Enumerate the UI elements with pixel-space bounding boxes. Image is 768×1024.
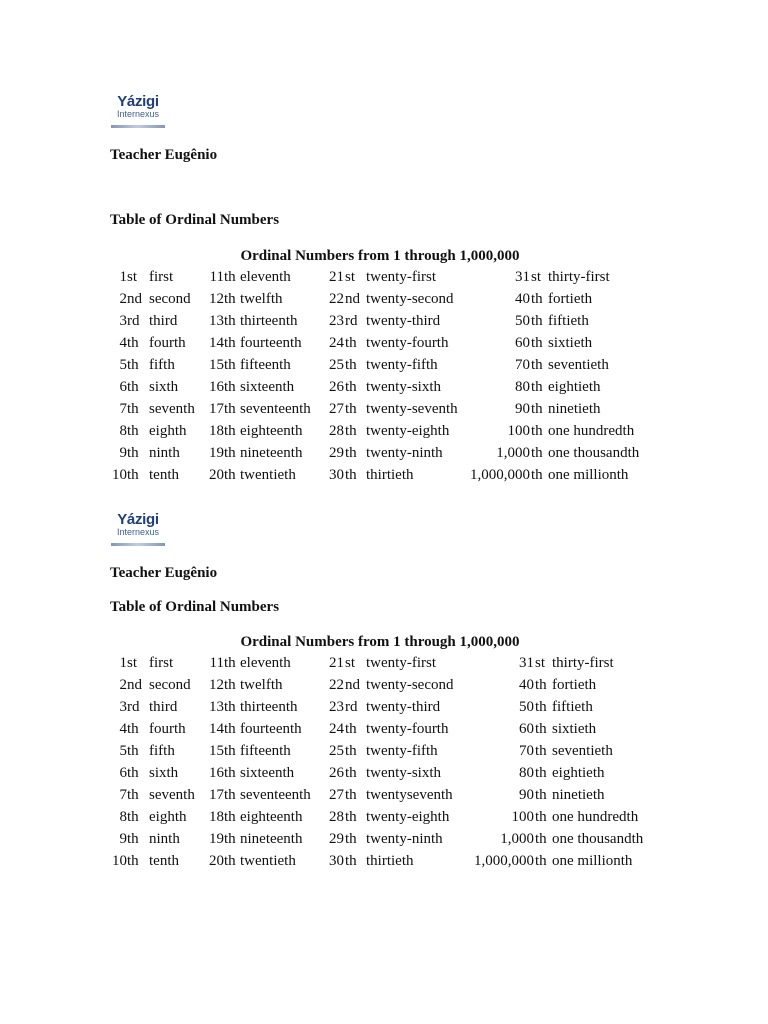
ordinal-number: 21	[329, 269, 344, 285]
ordinal-number: 13	[209, 313, 224, 329]
ordinal-word: tenth	[149, 853, 179, 869]
ordinal-word: eighth	[149, 809, 187, 825]
ordinal-word: sixtieth	[548, 335, 593, 351]
ordinal-suffix: th	[345, 423, 357, 439]
ordinal-word: twenty-sixth	[366, 765, 441, 781]
ordinal-suffix: th	[345, 335, 357, 351]
ordinal-number: 40	[519, 677, 534, 693]
ordinal-number: 24	[329, 721, 344, 737]
ordinal-word: sixth	[149, 765, 179, 781]
ordinal-suffix: th	[224, 313, 236, 329]
ordinal-suffix: th	[531, 401, 543, 417]
table-row	[0, 310, 768, 332]
ordinal-number: 30	[329, 467, 344, 483]
ordinal-suffix: th	[224, 809, 236, 825]
ordinal-number: 28	[329, 423, 344, 439]
ordinal-suffix: th	[224, 357, 236, 373]
table-title: Ordinal Numbers from 1 through 1,000,000	[240, 634, 520, 650]
table-row	[0, 762, 768, 784]
ordinal-number: 3	[119, 699, 127, 715]
ordinal-suffix: nd	[345, 291, 360, 307]
ordinal-word: seventeenth	[240, 401, 311, 417]
ordinal-suffix: th	[127, 787, 139, 803]
ordinal-word: twentieth	[240, 467, 296, 483]
ordinal-word: eightieth	[548, 379, 601, 395]
ordinal-word: sixteenth	[240, 379, 295, 395]
ordinal-number: 4	[119, 721, 127, 737]
ordinal-suffix: th	[224, 677, 236, 693]
ordinal-number: 27	[329, 401, 344, 417]
table-row	[0, 850, 768, 872]
ordinal-word: thirtieth	[366, 467, 414, 483]
ordinal-suffix: rd	[345, 313, 358, 329]
ordinal-word: one thousandth	[552, 831, 644, 847]
ordinal-word: twenty-third	[366, 699, 441, 715]
ordinal-word: ninth	[149, 831, 180, 847]
ordinal-suffix: th	[531, 445, 543, 461]
ordinal-suffix: th	[535, 677, 547, 693]
table-row	[0, 806, 768, 828]
ordinal-word: third	[149, 699, 178, 715]
ordinal-suffix: th	[535, 787, 547, 803]
ordinal-number: 60	[519, 721, 534, 737]
ordinal-word: twelfth	[240, 291, 283, 307]
ordinal-number: 10	[112, 467, 127, 483]
ordinal-suffix: th	[127, 423, 139, 439]
ordinal-word: one hundredth	[548, 423, 635, 439]
ordinal-suffix: st	[345, 269, 356, 285]
ordinal-word: fourth	[149, 335, 186, 351]
ordinal-suffix: th	[127, 357, 139, 373]
ordinal-word: eighth	[149, 423, 187, 439]
ordinal-word: one millionth	[552, 853, 633, 869]
ordinal-suffix: th	[345, 743, 357, 759]
ordinal-suffix: th	[345, 445, 357, 461]
ordinal-suffix: th	[345, 765, 357, 781]
ordinal-number: 20	[209, 467, 224, 483]
ordinal-number: 3	[119, 313, 127, 329]
ordinal-number: 17	[209, 401, 224, 417]
ordinal-suffix: th	[345, 721, 357, 737]
table-row	[0, 288, 768, 310]
ordinal-word: twenty-first	[366, 269, 436, 285]
ordinal-suffix: th	[535, 743, 547, 759]
ordinal-word: thirty-first	[548, 269, 610, 285]
ordinal-word: seventieth	[548, 357, 609, 373]
ordinal-number: 15	[209, 743, 224, 759]
ordinal-suffix: th	[535, 721, 547, 737]
ordinal-word: fortieth	[548, 291, 593, 307]
page-title: Table of Ordinal Numbers	[110, 599, 280, 615]
yazigi-logo	[111, 510, 165, 546]
ordinal-word: twenty-sixth	[366, 379, 441, 395]
ordinal-number: 13	[209, 699, 224, 715]
ordinal-number: 16	[209, 379, 224, 395]
ordinal-word: fifteenth	[240, 357, 291, 373]
ordinal-number: 1,000,000	[474, 853, 534, 869]
ordinal-number: 24	[329, 335, 344, 351]
ordinal-word: ninth	[149, 445, 180, 461]
table-row	[0, 442, 768, 464]
table-row	[0, 354, 768, 376]
ordinal-word: sixtieth	[552, 721, 597, 737]
ordinal-word: second	[149, 677, 191, 693]
ordinal-suffix: th	[224, 743, 236, 759]
teacher-name: Teacher Eugênio	[110, 565, 218, 581]
logo-wordmark: Yázigi	[117, 93, 159, 110]
ordinal-word: twelfth	[240, 677, 283, 693]
ordinal-suffix: th	[531, 423, 543, 439]
ordinal-number: 1,000	[500, 831, 534, 847]
ordinal-word: twenty-fifth	[366, 743, 438, 759]
ordinal-suffix: th	[531, 335, 543, 351]
ordinal-word: seventeenth	[240, 787, 311, 803]
ordinal-suffix: th	[345, 357, 357, 373]
ordinal-number: 19	[209, 445, 224, 461]
ordinal-suffix: st	[531, 269, 542, 285]
ordinal-word: eighteenth	[240, 809, 303, 825]
table-row	[0, 828, 768, 850]
ordinal-number: 23	[329, 313, 344, 329]
ordinal-number: 12	[209, 291, 224, 307]
ordinal-suffix: th	[535, 765, 547, 781]
ordinal-suffix: th	[345, 831, 357, 847]
ordinal-suffix: th	[345, 809, 357, 825]
ordinal-number: 31	[515, 269, 530, 285]
ordinal-suffix: th	[224, 467, 236, 483]
ordinal-suffix: th	[224, 655, 236, 671]
ordinal-word: eighteenth	[240, 423, 303, 439]
ordinal-number: 25	[329, 743, 344, 759]
ordinal-word: fifteenth	[240, 743, 291, 759]
ordinal-word: twentieth	[240, 853, 296, 869]
ordinal-suffix: th	[531, 291, 543, 307]
ordinal-word: twenty-third	[366, 313, 441, 329]
ordinal-word: twenty-first	[366, 655, 436, 671]
ordinal-word: fiftieth	[548, 313, 589, 329]
ordinal-word: twentyseventh	[366, 787, 453, 803]
logo-wordmark: Yázigi	[117, 511, 159, 528]
table-row	[0, 332, 768, 354]
ordinal-number: 14	[209, 721, 224, 737]
ordinal-number: 4	[119, 335, 127, 351]
table-row	[0, 740, 768, 762]
ordinal-suffix: st	[127, 269, 138, 285]
ordinal-suffix: th	[127, 765, 139, 781]
ordinal-suffix: rd	[345, 699, 358, 715]
ordinal-number: 7	[119, 787, 127, 803]
ordinal-suffix: th	[345, 853, 357, 869]
ordinal-word: twenty-second	[366, 291, 454, 307]
ordinal-word: fifth	[149, 357, 175, 373]
ordinal-word: nineteenth	[240, 445, 303, 461]
ordinal-word: fourteenth	[240, 335, 302, 351]
ordinal-word: thirteenth	[240, 699, 298, 715]
ordinal-suffix: th	[127, 721, 139, 737]
ordinal-word: twenty-seventh	[366, 401, 458, 417]
ordinal-suffix: st	[345, 655, 356, 671]
ordinal-suffix: th	[127, 379, 139, 395]
ordinal-word: third	[149, 313, 178, 329]
ordinal-number: 1,000,000	[470, 467, 530, 483]
table-row	[0, 674, 768, 696]
ordinal-suffix: th	[345, 401, 357, 417]
ordinal-suffix: th	[127, 401, 139, 417]
ordinal-suffix: th	[224, 699, 236, 715]
ordinal-number: 90	[519, 787, 534, 803]
ordinal-word: ninetieth	[552, 787, 605, 803]
ordinal-word: sixteenth	[240, 765, 295, 781]
ordinal-number: 70	[519, 743, 534, 759]
ordinal-suffix: th	[224, 269, 236, 285]
ordinal-word: twenty-fifth	[366, 357, 438, 373]
table-title: Ordinal Numbers from 1 through 1,000,000	[240, 248, 520, 264]
ordinal-word: thirty-first	[552, 655, 614, 671]
ordinal-number: 22	[329, 291, 344, 307]
ordinal-suffix: th	[224, 721, 236, 737]
ordinal-number: 14	[209, 335, 224, 351]
ordinal-number: 80	[515, 379, 530, 395]
ordinal-number: 6	[119, 379, 127, 395]
ordinal-number: 29	[329, 831, 344, 847]
ordinal-number: 19	[209, 831, 224, 847]
ordinal-suffix: th	[224, 401, 236, 417]
ordinal-word: fiftieth	[552, 699, 593, 715]
ordinal-suffix: th	[224, 423, 236, 439]
ordinal-suffix: th	[127, 809, 139, 825]
table-row	[0, 696, 768, 718]
ordinal-number: 100	[507, 423, 530, 439]
ordinal-word: ninetieth	[548, 401, 601, 417]
table-row	[0, 420, 768, 442]
ordinal-suffix: th	[127, 335, 139, 351]
ordinal-number: 11	[209, 269, 224, 285]
table-row	[0, 652, 768, 674]
ordinal-word: tenth	[149, 467, 179, 483]
ordinal-suffix: th	[224, 291, 236, 307]
ordinal-number: 80	[519, 765, 534, 781]
logo-underline	[111, 125, 165, 128]
ordinal-number: 21	[329, 655, 344, 671]
ordinal-number: 16	[209, 765, 224, 781]
ordinal-word: sixth	[149, 379, 179, 395]
ordinal-suffix: th	[224, 787, 236, 803]
ordinal-word: twenty-eighth	[366, 423, 450, 439]
page-title: Table of Ordinal Numbers	[110, 212, 280, 228]
ordinal-number: 26	[329, 765, 344, 781]
ordinal-number: 50	[519, 699, 534, 715]
ordinal-suffix: th	[127, 853, 139, 869]
ordinal-word: one thousandth	[548, 445, 640, 461]
ordinal-suffix: th	[531, 467, 543, 483]
ordinal-word: seventieth	[552, 743, 613, 759]
ordinal-number: 8	[119, 809, 127, 825]
ordinal-number: 15	[209, 357, 224, 373]
ordinal-suffix: rd	[127, 313, 140, 329]
ordinal-suffix: th	[535, 809, 547, 825]
ordinal-suffix: th	[535, 853, 547, 869]
ordinal-number: 100	[511, 809, 534, 825]
ordinal-suffix: th	[535, 831, 547, 847]
ordinal-suffix: st	[127, 655, 138, 671]
ordinal-word: fourteenth	[240, 721, 302, 737]
ordinal-number: 28	[329, 809, 344, 825]
yazigi-logo	[111, 92, 165, 128]
ordinal-word: eleventh	[240, 269, 291, 285]
ordinal-word: thirteenth	[240, 313, 298, 329]
ordinal-word: fortieth	[552, 677, 597, 693]
ordinal-number: 60	[515, 335, 530, 351]
ordinal-number: 9	[119, 831, 127, 847]
ordinal-number: 22	[329, 677, 344, 693]
ordinal-number: 1	[119, 655, 127, 671]
ordinal-word: eightieth	[552, 765, 605, 781]
ordinal-word: nineteenth	[240, 831, 303, 847]
ordinal-suffix: th	[224, 853, 236, 869]
teacher-name: Teacher Eugênio	[110, 147, 218, 163]
ordinal-word: eleventh	[240, 655, 291, 671]
ordinal-word: one millionth	[548, 467, 629, 483]
ordinal-word: twenty-second	[366, 677, 454, 693]
ordinal-number: 2	[119, 677, 127, 693]
ordinal-number: 30	[329, 853, 344, 869]
ordinal-number: 5	[119, 357, 127, 373]
ordinal-number: 70	[515, 357, 530, 373]
ordinal-suffix: th	[531, 313, 543, 329]
ordinal-number: 27	[329, 787, 344, 803]
ordinal-number: 23	[329, 699, 344, 715]
ordinal-suffix: th	[224, 831, 236, 847]
ordinal-number: 17	[209, 787, 224, 803]
ordinal-suffix: th	[345, 787, 357, 803]
ordinal-word: one hundredth	[552, 809, 639, 825]
ordinal-number: 25	[329, 357, 344, 373]
logo-subtitle: Internexus	[116, 109, 160, 119]
ordinal-number: 2	[119, 291, 127, 307]
ordinal-word: twenty-eighth	[366, 809, 450, 825]
ordinal-suffix: th	[345, 379, 357, 395]
ordinal-number: 90	[515, 401, 530, 417]
logo-underline	[111, 543, 165, 546]
ordinal-suffix: st	[535, 655, 546, 671]
ordinal-number: 10	[112, 853, 127, 869]
ordinal-number: 1,000	[496, 445, 530, 461]
ordinal-suffix: th	[127, 743, 139, 759]
ordinal-word: seventh	[149, 787, 195, 803]
ordinal-word: fourth	[149, 721, 186, 737]
ordinal-word: fifth	[149, 743, 175, 759]
ordinal-suffix: th	[127, 467, 139, 483]
ordinal-suffix: nd	[127, 677, 142, 693]
ordinal-number: 26	[329, 379, 344, 395]
ordinal-number: 12	[209, 677, 224, 693]
ordinal-word: first	[149, 655, 174, 671]
ordinal-word: twenty-ninth	[366, 445, 443, 461]
ordinal-suffix: th	[224, 379, 236, 395]
table-row	[0, 376, 768, 398]
ordinal-suffix: rd	[127, 699, 140, 715]
ordinal-suffix: th	[224, 445, 236, 461]
table-row	[0, 784, 768, 806]
ordinal-word: second	[149, 291, 191, 307]
table-row	[0, 464, 768, 486]
ordinal-word: twenty-fourth	[366, 335, 449, 351]
ordinal-number: 20	[209, 853, 224, 869]
table-row	[0, 266, 768, 288]
ordinal-suffix: nd	[127, 291, 142, 307]
ordinal-number: 5	[119, 743, 127, 759]
ordinal-suffix: th	[224, 765, 236, 781]
ordinal-word: seventh	[149, 401, 195, 417]
ordinal-suffix: th	[127, 445, 139, 461]
logo-subtitle: Internexus	[116, 527, 160, 537]
ordinal-number: 29	[329, 445, 344, 461]
ordinal-number: 9	[119, 445, 127, 461]
ordinal-word: thirtieth	[366, 853, 414, 869]
ordinal-number: 6	[119, 765, 127, 781]
ordinal-suffix: th	[224, 335, 236, 351]
ordinal-suffix: th	[535, 699, 547, 715]
ordinal-number: 1	[119, 269, 127, 285]
ordinal-word: twenty-fourth	[366, 721, 449, 737]
ordinal-number: 31	[519, 655, 534, 671]
ordinal-number: 40	[515, 291, 530, 307]
table-row	[0, 718, 768, 740]
ordinal-suffix: th	[531, 379, 543, 395]
ordinal-suffix: th	[127, 831, 139, 847]
ordinal-number: 11	[209, 655, 224, 671]
ordinal-word: first	[149, 269, 174, 285]
ordinal-number: 8	[119, 423, 127, 439]
ordinal-word: twenty-ninth	[366, 831, 443, 847]
table-row	[0, 398, 768, 420]
ordinal-suffix: th	[345, 467, 357, 483]
ordinal-number: 7	[119, 401, 127, 417]
ordinal-number: 18	[209, 809, 224, 825]
ordinal-suffix: nd	[345, 677, 360, 693]
ordinal-suffix: th	[531, 357, 543, 373]
ordinal-number: 50	[515, 313, 530, 329]
ordinal-number: 18	[209, 423, 224, 439]
